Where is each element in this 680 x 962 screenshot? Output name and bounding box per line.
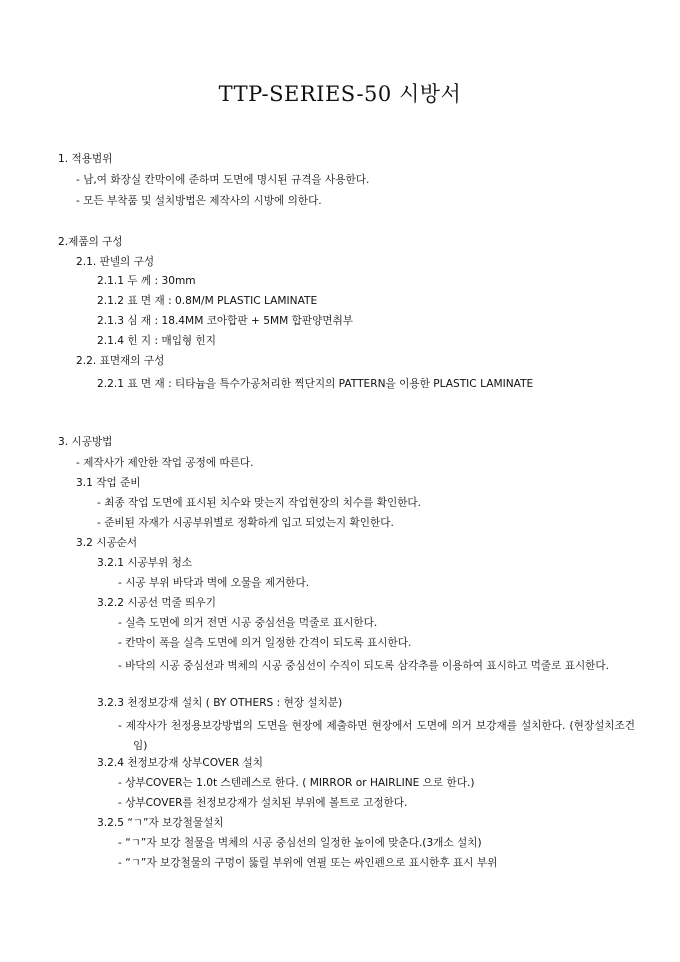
spec-core: 2.1.3 심 재 : 18.4MM 코아합판 + 5MM 합판양면취부 bbox=[97, 315, 354, 327]
section-1-item: - 남,여 화장실 칸막이에 준하며 도면에 명시된 규격을 사용한다. bbox=[76, 174, 370, 186]
section-3-2-2-item: - 실측 도면에 의거 전면 시공 중심선을 먹줄로 표시한다. bbox=[118, 617, 378, 629]
section-3-2-1-heading: 3.2.1 시공부위 청소 bbox=[97, 557, 193, 569]
section-3-2-2-item: - 칸막이 폭을 실측 도면에 의거 일정한 간격이 되도록 표시한다. bbox=[118, 637, 412, 649]
section-3-2-2-heading: 3.2.2 시공선 먹줄 띄우기 bbox=[97, 597, 216, 609]
section-3-2-5-item: - “ㄱ”자 보강 철물을 벽체의 시공 중심선의 일정한 높이에 맞춘다.(3개소 설치) bbox=[118, 837, 482, 849]
section-3-2-5-item: - “ㄱ”자 보강철물의 구멍이 뚫릴 부위에 연필 또는 싸인펜으로 표시한후 표시 부위 bbox=[118, 857, 498, 869]
spec-surface: 2.1.2 표 면 재 : 0.8M/M PLASTIC LAMINATE bbox=[97, 295, 318, 307]
spec-hinge: 2.1.4 힌 지 : 매입형 힌지 bbox=[97, 335, 216, 347]
section-2-2-1-text: 2.2.1 표 면 재 : 티타늄을 특수가공처리한 찍단지의 PATTERN을 이용한 PLASTIC LAMINATE bbox=[97, 378, 534, 390]
section-2-heading: 2.제품의 구성 bbox=[58, 236, 123, 248]
document-title: TTP-SERIES-50 시방서 bbox=[218, 82, 462, 106]
section-1-item: - 모든 부착품 및 설치방법은 제작사의 시방에 의한다. bbox=[76, 195, 322, 207]
section-1-heading: 1. 적용범위 bbox=[58, 153, 113, 165]
section-3-1-item: - 준비된 자재가 시공부위별로 정확하게 입고 되었는지 확인한다. bbox=[97, 517, 394, 529]
section-3-2-heading: 3.2 시공순서 bbox=[76, 537, 138, 549]
section-3-2-3-heading: 3.2.3 천정보강재 설치 ( BY OTHERS : 현장 설치분) bbox=[97, 697, 343, 709]
section-3-heading: 3. 시공방법 bbox=[58, 436, 113, 448]
section-2-2-heading: 2.2. 표면재의 구성 bbox=[76, 355, 165, 367]
spec-thickness: 2.1.1 두 께 : 30mm bbox=[97, 275, 196, 287]
section-3-2-4-item: - 상부COVER를 천정보강재가 설치된 부위에 볼트로 고정한다. bbox=[118, 797, 408, 809]
section-3-2-5-heading: 3.2.5 “ㄱ”자 보강철물설치 bbox=[97, 817, 224, 829]
section-3-2-4-item: - 상부COVER는 1.0t 스텐레스로 한다. ( MIRROR or HAIRLINE 으로 한다.) bbox=[118, 777, 475, 789]
section-3-2-3-item: - 제작사가 천정용보강방법의 도면을 현장에 제출하면 현장에서 도면에 의거 보강재를 설치한다. (현장설치조건임) bbox=[118, 720, 635, 752]
section-2-1-heading: 2.1. 판넬의 구성 bbox=[76, 256, 155, 268]
section-3-2-1-item: - 시공 부위 바닥과 벽에 오물을 제거한다. bbox=[118, 577, 310, 589]
section-3-1-item: - 최종 작업 도면에 표시된 치수와 맞는지 작업현장의 치수를 확인한다. bbox=[97, 497, 422, 509]
section-3-1-heading: 3.1 작업 준비 bbox=[76, 477, 141, 489]
section-3-2-4-heading: 3.2.4 천정보강재 상부COVER 설치 bbox=[97, 757, 264, 769]
section-3-2-2-item: - 바닥의 시공 중심선과 벽체의 시공 중심선이 수직이 되도록 삼각추를 이용하여 표시하고 먹줄로 표시한다. bbox=[118, 660, 610, 672]
section-3-intro: - 제작사가 제안한 작업 공정에 따른다. bbox=[76, 457, 254, 469]
